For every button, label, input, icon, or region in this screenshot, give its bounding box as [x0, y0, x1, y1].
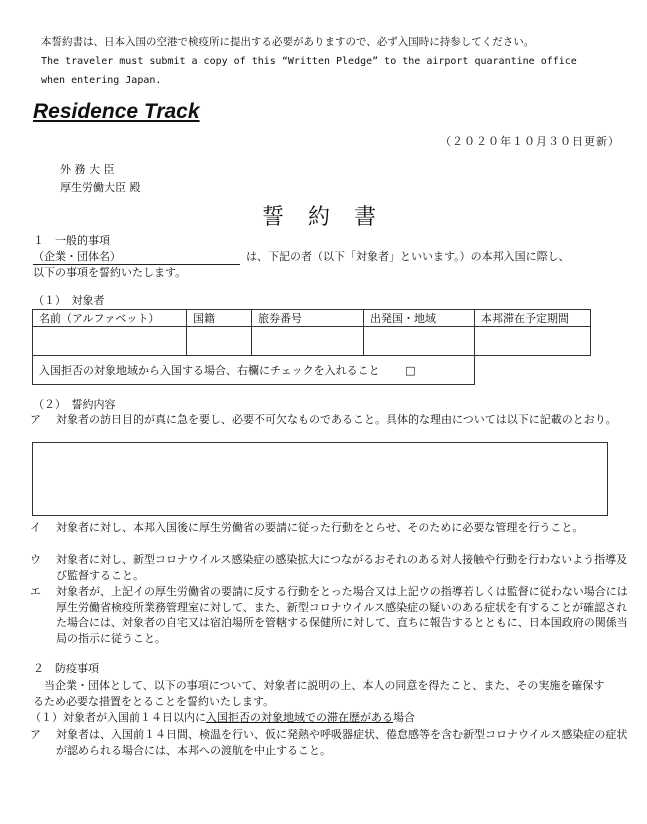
col-name: 名前（アルファベット） [33, 310, 187, 327]
pledge-item-u-mark: ウ [30, 553, 41, 566]
section1-heading: １ 一般的事項 [33, 234, 110, 247]
addressee-health-minister: 厚生労働大臣 殿 [60, 181, 141, 194]
input-nationality[interactable] [187, 327, 252, 356]
section2-item-a-text: 対象者は、入国前１４日間、検温を行い、仮に発熱や呼吸器症状、倦怠感等を含む新型コロナウイルス感染症の症状が認められる場合には、本邦への渡航を中止すること。 [56, 728, 628, 757]
pledge-item-i-mark: イ [30, 521, 41, 534]
col-departure: 出発国・地域 [364, 310, 475, 327]
reason-textbox[interactable] [32, 442, 608, 516]
addressee-foreign-minister: 外 務 大 臣 [60, 163, 115, 176]
company-label: （企業・団体名） [33, 250, 121, 263]
pledge-text-2: 以下の事項を誓約いたします。 [33, 266, 187, 279]
document-title: 誓約書 [262, 205, 401, 230]
sub1-underlined: 入国拒否の対象地域での滞在歴がある [206, 711, 393, 724]
col-nationality: 国籍 [187, 310, 252, 327]
col-stay-period: 本邦滞在予定期間 [475, 310, 591, 327]
submission-notice [41, 33, 601, 90]
col-passport: 旅券番号 [252, 310, 364, 327]
input-stay-period[interactable] [475, 327, 591, 356]
track-title: Residence Track [33, 100, 200, 123]
pledge-item-e-mark: エ [30, 585, 41, 598]
section2-sub1 [30, 711, 415, 725]
pledge-item-e-text: 対象者が、上記イの厚生労働省の要請に反する行動をとった場合又は上記ウの指導若しくは監督に従わない場合には厚生労働省検疫所業務管理室に対して、また、新型コロナウイルス感染症の疑いのある症状を有することが確認された場合には、対象者の自宅又は宿泊場所を管轄する保健所に対して、直ちに報告するとともに、日本国政府の関係当局の指示に従うこと。 [56, 585, 628, 645]
check-row-label: 入国拒否の対象地域から入国する場合、右欄にチェックを入れること [39, 364, 380, 377]
input-passport[interactable] [252, 327, 364, 356]
notice-english: The traveler must submit a copy of this “Written Pledge” to the airport quarantine office when entering Japan. [41, 56, 577, 86]
section2-intro-text: 当企業・団体として、以下の事項について、対象者に説明の上、本人の同意を得たこと、また、その実施を確保するため必要な措置をとることを誓約いたします。 [33, 679, 605, 708]
check-row [33, 356, 475, 385]
sub1-prefix: （１）対象者が入国前１４日以内に [30, 711, 206, 724]
subject-heading: （１） 対象者 [33, 294, 105, 307]
section2-heading: ２ 防疫事項 [33, 662, 99, 675]
notice-japanese: 本誓約書は、日本入国の空港で検疫所に提出する必要がありますので、必ず入国時に持参してください。 [41, 36, 535, 48]
input-name[interactable] [33, 327, 187, 356]
updated-date: （２０２０年１０月３０日更新） [440, 135, 620, 148]
pledge-item-a-text: 対象者の訪日目的が真に急を要し、必要不可欠なものであること。具体的な理由については以下に記載のとおり。 [56, 413, 617, 426]
sub1-suffix: 場合 [393, 711, 415, 724]
input-departure[interactable] [364, 327, 475, 356]
pledge-heading: （２） 誓約内容 [33, 398, 116, 411]
pledge-item-a-mark: ア [30, 413, 41, 426]
company-name-line[interactable] [33, 264, 240, 265]
section2-item-a-mark: ア [30, 728, 41, 741]
pledge-item-u-text: 対象者に対し、新型コロナウイルス感染症の感染拡大につながるおそれのある対人接触や行動を行わないよう指導及び監督すること。 [56, 553, 628, 582]
pledge-text-1: は、下記の者（以下「対象者」といいます。）の本邦入国に際し、 [246, 250, 570, 263]
pledge-item-i-text: 対象者に対し、本邦入国後に厚生労働省の要請に従った行動をとらせ、そのために必要な管理を行うこと。 [56, 521, 584, 534]
check-box[interactable]: □ [405, 364, 416, 377]
subject-table [32, 309, 591, 385]
